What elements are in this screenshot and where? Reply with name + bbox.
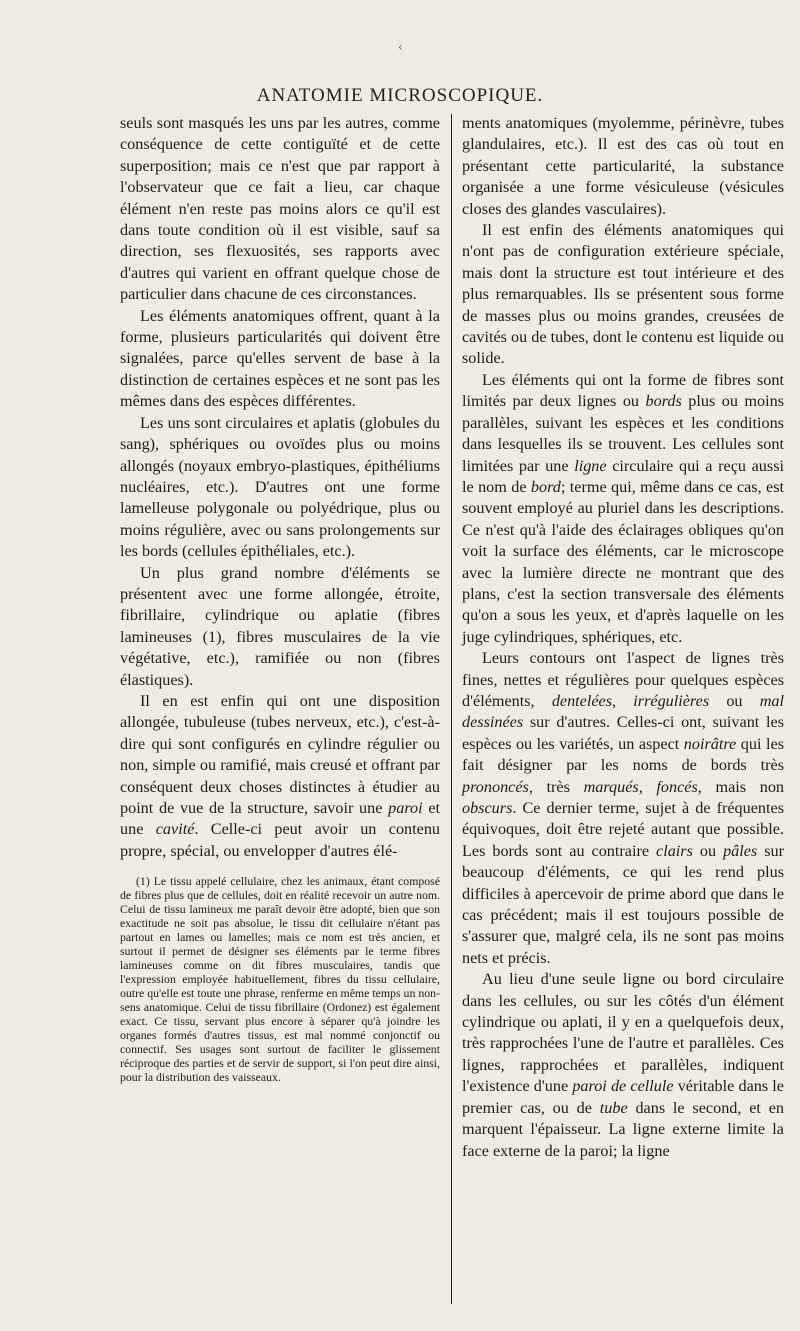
paragraph: Les uns sont circulaires et aplatis (globules du sang), sphériques ou ovoïdes plus ou moins allongés (noyaux embryo-plastiques, épithéliums nucléaires, etc.). D'autres ont une forme lamelleuse polygonale ou polyédrique, plus ou moins régulière, avec ou sans prolongements sur les bords (cellules épithéliales, etc.). xyxy=(120,413,440,561)
text-run: véritable dans le premier cas, ou de xyxy=(462,1077,784,1117)
paragraph: Il est enfin des éléments anatomiques qui n'ont pas de configuration extérieure spéciale, mais dont la structure est tout intérieure et des plus remarquables. Ils se présentent sous forme de masses plus ou moins grandes, creusées de cavités ou de tubes, dont le contenu est liquide ou solide. xyxy=(462,221,784,368)
running-title: ANATOMIE MICROSCOPIQUE. xyxy=(256,85,544,106)
paragraph xyxy=(462,648,784,969)
text-run: Au lieu d'une seule ligne ou bord circulaire dans les cellules, ou sur les côtés d'un élément cylindrique ou aplati, il y en a quelquefois deux, très rapprochées l'une de l'autre et parallèles. Ces lignes, rapprochées et parallèles, indiquent l'existence d'une xyxy=(462,970,784,1096)
paragraph xyxy=(462,370,784,648)
text-run: . Celle-ci peut avoir un contenu propre, spécial, ou envelopper d'autres élé- xyxy=(120,820,441,860)
right-column xyxy=(462,113,784,1162)
footnote-text: (1) Le tissu appelé cellulaire, chez les animaux, étant composé de fibres plus que de cellules, doit en réalité recevoir un autre nom. Celui de tissu lamineux me paraît devoir être adopté, bien que son exactitude ne soit pas absolue, le tissu dit cellulaire n'étant pas partout en lames ou lamelles; mais ce nom est très ancien, et surtout il permet de désigner ses éléments par le terme fibres lamineuses comme on dit fibres musculaires, tandis que l'expression employée habituellement, fibres du tissu cellulaire, outre qu'elle est toute une phrase, renferme en même temps un non-sens anatomique. Celui de tissu fibrillaire (Ordonez) est également exact. Ce tissu, servant plus encore à séparer qu'à joindre les organes formés d'autres tissus, est mal nommé conjonctif ou connectif. Ses usages sont surtout de faciliter le glissement réciproque des parties et de servir de support, si l'on peut dire ainsi, pour la distribution des vaisseaux. xyxy=(120,874,440,1085)
text-run: ; terme qui, même dans ce cas, est souvent employé au pluriel dans les descriptions. Ce n'est qu'à l'aide des éclairages obliques qu'on voit la surface des éléments, car le microscope avec la lumière directe ne montrant que des plans, c'est la section transversale des éléments qu'on a sous les yeux, et d'après laquelle on les juge cylindriques, sphériques, etc. xyxy=(462,477,784,646)
text-run: ou xyxy=(692,841,724,860)
emphasis: prononcés xyxy=(462,777,529,796)
text-run: Il en est enfin qui ont une disposition allongée, tubuleuse (tubes nerveux, etc.), c'est-à-dire qui sont configurés en cylindre régulier ou non, simple ou ramifié, mais creusé et offrant par conséquent deux choses distinctes à étudier au point de vue de la structure, savoir une xyxy=(120,691,440,817)
text-run: plus ou moins parallèles, suivant les espèces et les conditions dans lesquelles ils se trouvent. Les cellules sont limitées par une xyxy=(462,392,784,475)
paragraph: seuls sont masqués les uns par les autres, comme conséquence de cette contiguïté et de cette superposition; mais ce n'est que par rapport à l'observateur que ce fait a lieu, car chaque élément n'en reste pas moins alors ce qu'il est dans toute condition où il est visible, sauf sa direction, ses flexuosités, ses rapports avec d'autres qui varient en offrant quelque chose de particulier dans chacune de ces circonstances. xyxy=(120,114,440,304)
text-run: Leurs contours ont l'aspect de lignes très fines, nettes et régulières pour quelques espèces d'éléments, xyxy=(462,649,784,710)
emphasis: tube xyxy=(599,1098,628,1117)
text-run: Les éléments qui ont la forme de fibres sont limités par deux lignes ou xyxy=(462,370,784,411)
text-run: ou xyxy=(709,691,760,710)
emphasis: marqués, foncés xyxy=(583,777,698,796)
emphasis: paroi xyxy=(388,799,423,817)
page-mark: ‹ xyxy=(398,40,403,54)
emphasis: pâles xyxy=(723,841,758,860)
column-divider xyxy=(451,114,452,1304)
text-run: , très xyxy=(528,777,584,796)
paragraph: Un plus grand nombre d'éléments se présentent avec une forme allongée, étroite, fibrillaire, cylindrique ou aplatie (fibres lamineuses (1), fibres musculaires de la vie végétative, etc.), ramifiée ou non (fibres élastiques). xyxy=(120,563,440,689)
emphasis: clairs xyxy=(656,841,693,860)
text-run: qui les fait désigner par les noms de bords très xyxy=(462,734,784,775)
emphasis: obscurs xyxy=(462,799,513,817)
paragraph: Les éléments anatomiques offrent, quant à la forme, plusieurs particularités qui doivent être signalées, parce qu'elles servent de base à la distinction de certaines espèces et ne sont pas les mêmes dans des espèces différentes. xyxy=(120,306,440,411)
text-run: , mais non xyxy=(697,777,785,796)
text-run: . Ce dernier terme, sujet à de fréquentes équivoques, doit être rejeté autant que possible. Les bords sont au contraire xyxy=(462,799,784,860)
emphasis: noirâtre xyxy=(683,734,737,753)
emphasis: ligne xyxy=(574,456,607,475)
emphasis: paroi de cellule xyxy=(572,1077,674,1096)
text-run: et une xyxy=(120,799,440,839)
emphasis: bord xyxy=(530,477,561,496)
text-run: sur beaucoup d'éléments, ce qui les rend plus difficiles à apercevoir de prime abord que dans le cas précédent; mais il est toujours possible de s'assurer que, malgré cela, ils ne sont pas moins nets et précis. xyxy=(462,841,784,967)
footnote xyxy=(120,874,440,1084)
paragraph: ments anatomiques (myolemme, périnèvre, tubes glandulaires, etc.). Il est des cas où tout en présentant cette particularité, la substance organisée a une forme vésiculeuse (vésicules closes des glandes vasculaires). xyxy=(462,114,784,218)
emphasis: bords xyxy=(645,392,682,411)
left-column xyxy=(120,113,440,1084)
paragraph xyxy=(120,691,440,862)
emphasis: cavité xyxy=(155,820,195,839)
text-run: circulaire qui a reçu aussi le nom de xyxy=(462,456,784,496)
emphasis: mal dessinées xyxy=(462,691,785,732)
text-run: dans le second, et en marquent l'épaisseur. La ligne externe limite la face externe de la paroi; la ligne xyxy=(462,1098,785,1160)
emphasis: dentelées, irrégulières xyxy=(551,691,710,710)
text-run: sur d'autres. Celles-ci ont, suivant les espèces ou les variétés, un aspect xyxy=(462,713,784,753)
paragraph xyxy=(462,969,784,1162)
